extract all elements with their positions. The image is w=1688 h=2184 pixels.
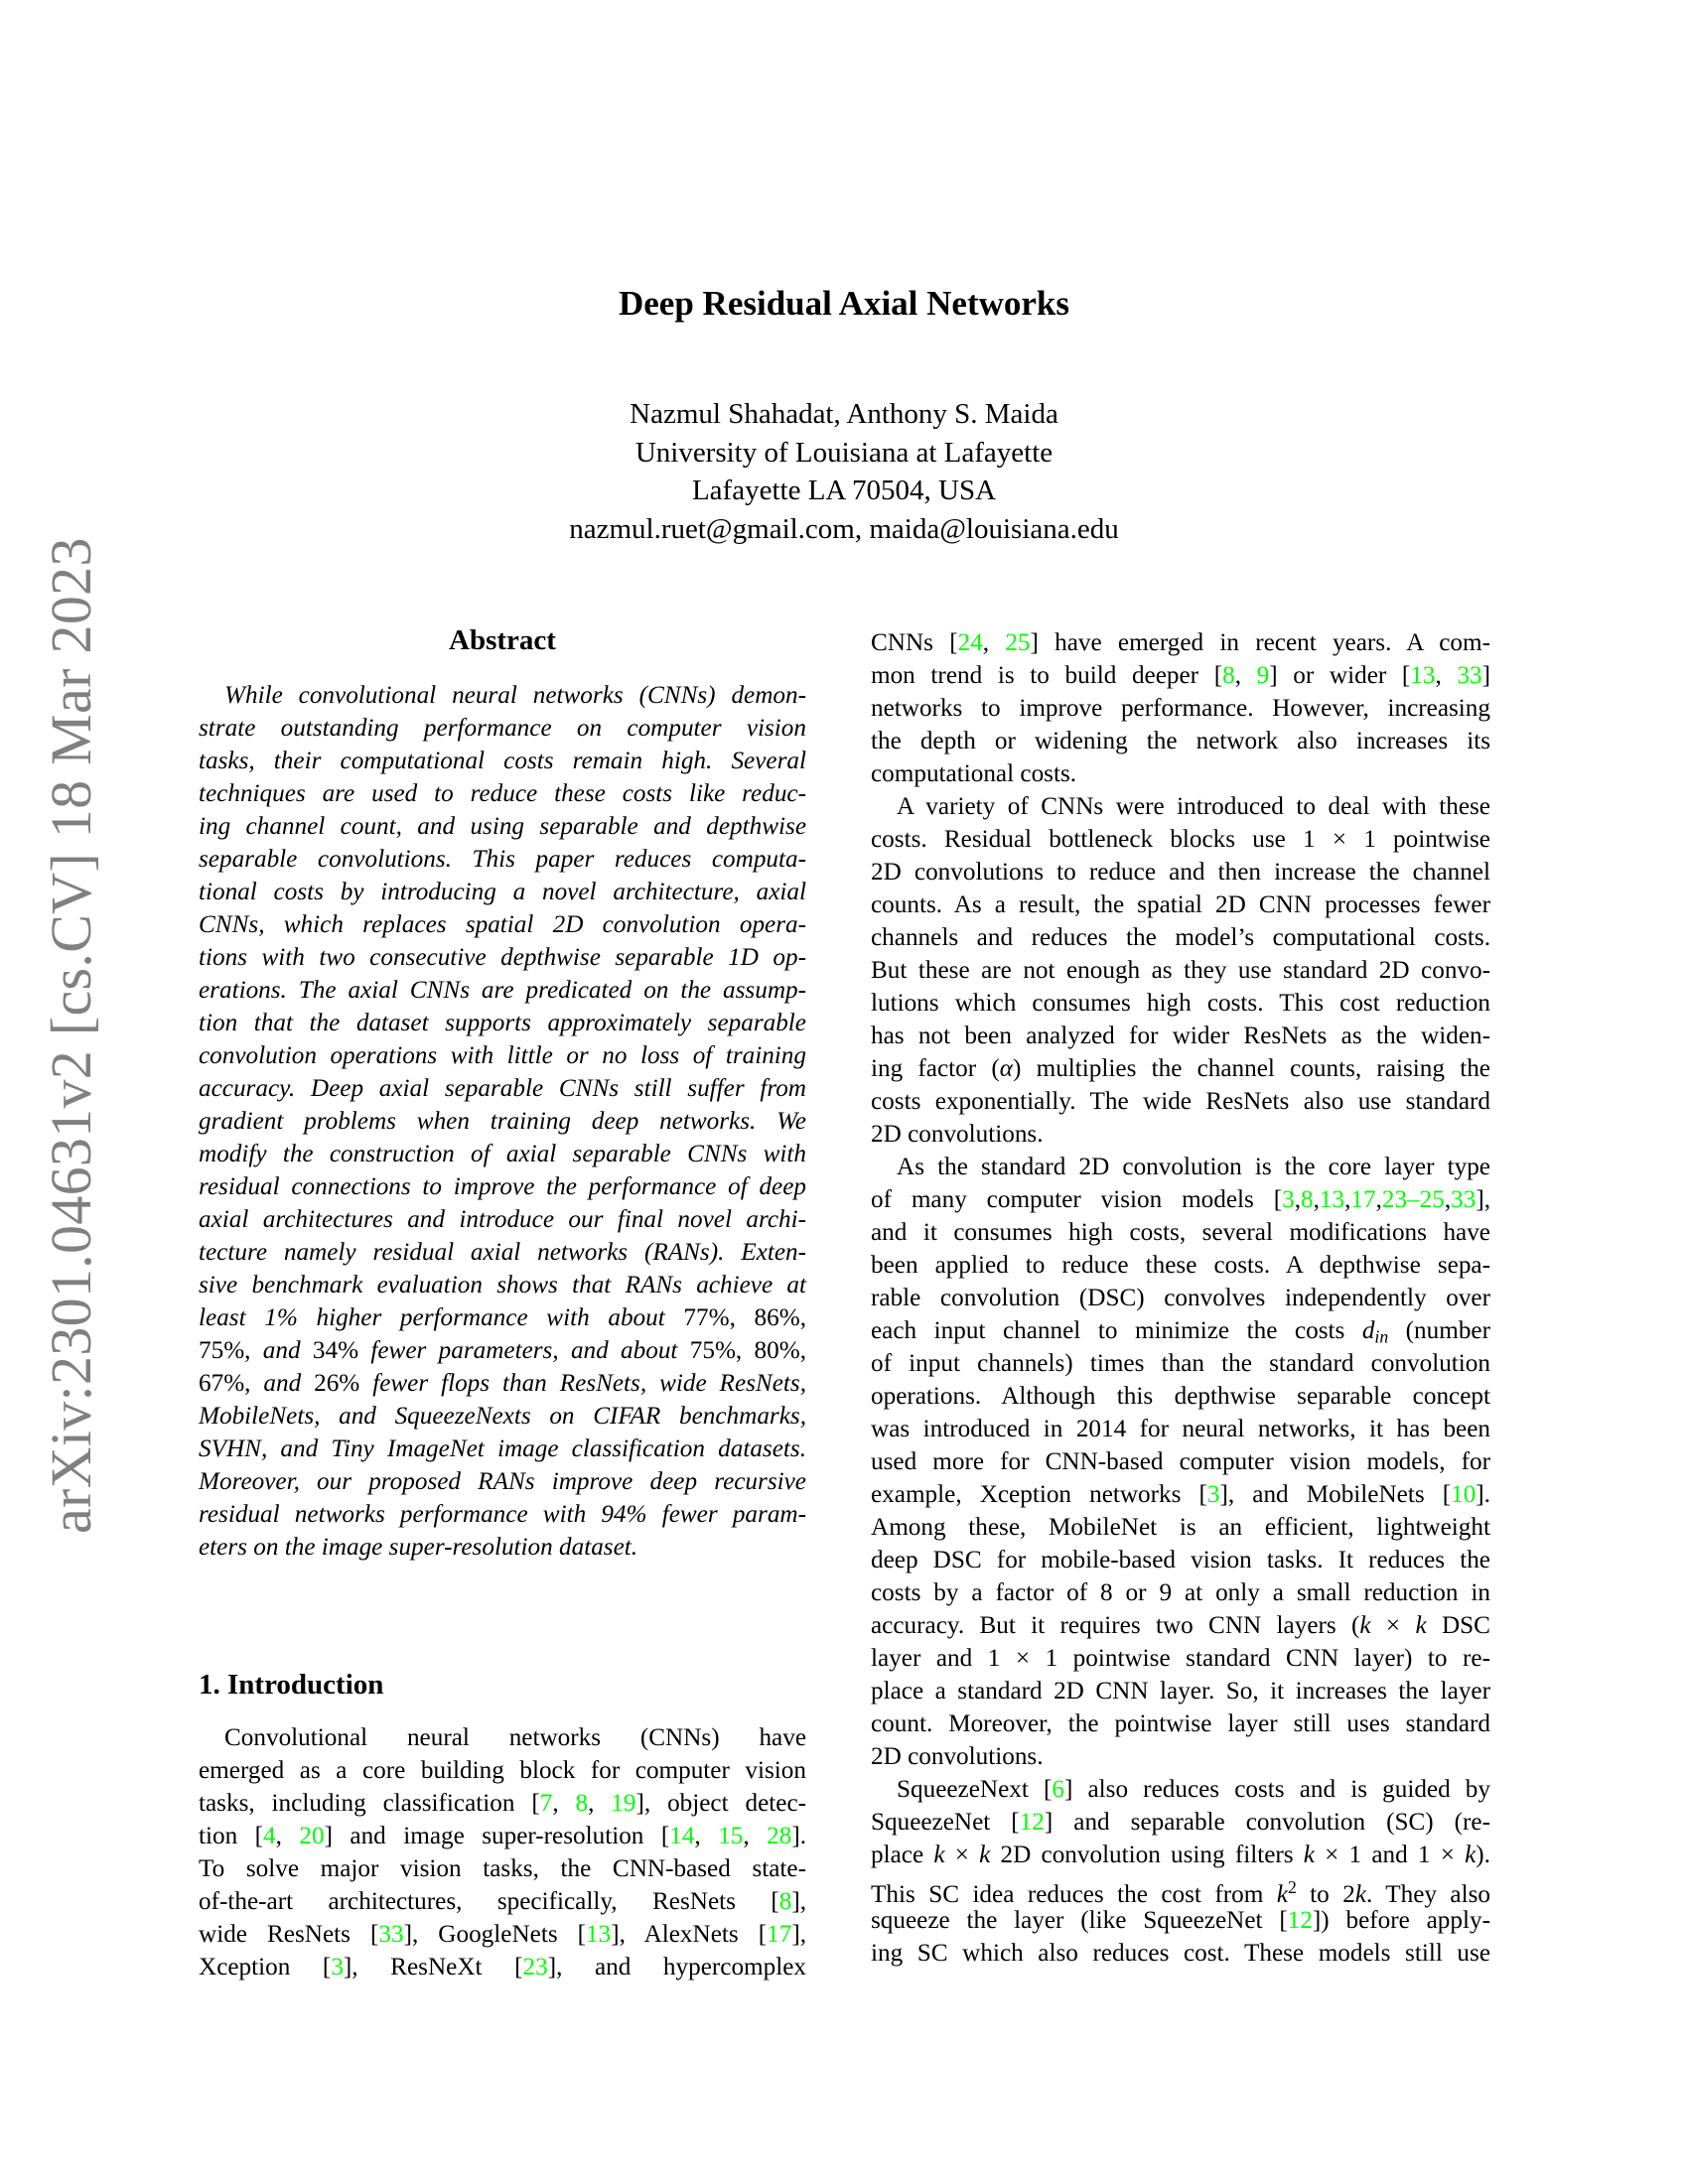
math-symbol: k — [1465, 1842, 1477, 1868]
citation-link[interactable]: 3 — [1282, 1186, 1295, 1213]
text-line — [199, 679, 806, 712]
introduction-section-right — [871, 626, 1490, 1970]
text-run: ing channel count, and using separable and depthwise — [199, 813, 806, 840]
text-run: SqueezeNext [ — [897, 1776, 1053, 1803]
text-line — [871, 725, 1490, 757]
text-run: ing factor ( — [871, 1055, 1000, 1082]
text-run: CNNs [ — [871, 629, 958, 656]
text-run: has not been analyzed for wider ResNets as the widen- — [871, 1023, 1490, 1049]
citation-link[interactable]: 3 — [1206, 1481, 1220, 1508]
text-line — [871, 1740, 1490, 1773]
text-line — [199, 1498, 806, 1531]
text-run: axial architectures and introduce our final novel archi- — [199, 1206, 806, 1233]
text-line — [199, 1007, 806, 1039]
math-subscript: in — [1374, 1326, 1389, 1347]
text-run: ] or wider [ — [1269, 662, 1411, 689]
text-run: wide ResNets [ — [199, 1921, 379, 1948]
text-run: convolution operations with little or no loss of training — [199, 1042, 806, 1069]
text-run: gradient problems when training deep networks. We — [199, 1108, 806, 1135]
text-run: ], — [791, 1888, 806, 1915]
citation-link[interactable]: 13 — [1319, 1186, 1345, 1213]
math-symbol: k — [1276, 1880, 1288, 1908]
text-line — [871, 1183, 1490, 1216]
text-line — [871, 1085, 1490, 1118]
text-line — [871, 954, 1490, 987]
text-run: residual connections to improve the performance of deep — [199, 1173, 806, 1200]
citation-link[interactable]: 4 — [263, 1823, 276, 1849]
author-emails[interactable]: nazmul.ruet@gmail.com, maida@louisiana.edu — [569, 512, 1119, 545]
text-line — [871, 1413, 1490, 1445]
text-line — [199, 1334, 806, 1367]
text-run: ], ResNeXt [ — [343, 1954, 523, 1980]
text-line — [871, 757, 1490, 790]
citation-link[interactable]: 28 — [767, 1823, 792, 1849]
text-line — [871, 1642, 1490, 1675]
text-run: lutions which consumes high costs. This cost reduction — [871, 990, 1490, 1017]
abstract-heading: Abstract — [449, 624, 556, 656]
text-run: ]) before apply- — [1312, 1907, 1490, 1934]
citation-link[interactable]: 24 — [957, 629, 983, 656]
text-run: costs. Residual bottleneck blocks use 1 × 1 pointwise — [871, 826, 1490, 853]
percentage-value: 67%, — [199, 1370, 251, 1397]
text-run: place — [871, 1842, 934, 1868]
paper-title: Deep Residual Axial Networks — [618, 284, 1070, 323]
text-line — [199, 1269, 806, 1301]
text-run: Among these, MobileNet is an efficient, lightweight — [871, 1514, 1490, 1541]
text-run: 2D convolution using filters — [990, 1842, 1304, 1868]
text-run: techniques are used to reduce these costs like reduc- — [199, 780, 806, 807]
text-run: layer and 1 × 1 pointwise standard CNN layer) to re- — [871, 1645, 1490, 1672]
citation-link[interactable]: 8 — [778, 1888, 792, 1915]
citation-link[interactable]: 8 — [575, 1790, 589, 1817]
text-run: fewer parameters, and about — [358, 1337, 690, 1364]
author-names: Nazmul Shahadat, Anthony S. Maida — [630, 398, 1058, 430]
text-line — [199, 1465, 806, 1498]
text-run: ], and hypercomplex — [547, 1954, 806, 1980]
citation-link[interactable]: 9 — [1256, 662, 1270, 689]
text-run: of input channels) times than the standard convolution — [871, 1350, 1490, 1377]
math-symbol: α — [999, 1055, 1013, 1082]
percentage-value: 26% — [314, 1370, 360, 1397]
text-line — [871, 1249, 1490, 1282]
math-superscript: 2 — [1287, 1877, 1297, 1897]
text-run: emerged as a core building block for computer vision — [199, 1757, 806, 1784]
text-line — [871, 1937, 1490, 1970]
text-run: , — [275, 1823, 300, 1849]
text-run: tecture namely residual axial networks (RANs). Exten- — [199, 1239, 806, 1266]
text-line — [871, 1314, 1490, 1347]
percentage-value: 75%, — [199, 1337, 251, 1364]
text-run: But these are not enough as they use standard 2D convo- — [871, 957, 1490, 984]
text-run: been applied to reduce these costs. A depthwise sepa- — [871, 1252, 1490, 1279]
citation-link[interactable]: 12 — [1019, 1809, 1045, 1836]
text-run: CNNs, which replaces spatial 2D convolution opera- — [199, 911, 806, 938]
text-line — [871, 1871, 1491, 1908]
text-run: costs exponentially. The wide ResNets also use standard — [871, 1088, 1490, 1115]
text-run: 2D convolutions to reduce and then increase the channel — [871, 859, 1490, 886]
text-line — [199, 1301, 806, 1334]
text-run: networks to improve performance. However, increasing — [871, 695, 1490, 722]
text-run: computational costs. — [871, 760, 1077, 787]
text-run: ], GoogleNets [ — [403, 1921, 587, 1948]
text-line — [871, 1511, 1490, 1544]
text-run: erations. The axial CNNs are predicated on the assump- — [199, 977, 806, 1004]
text-run: A variety of CNNs were introduced to deal with these — [897, 793, 1490, 820]
text-line — [199, 876, 806, 908]
text-line — [199, 1951, 806, 1983]
text-line — [199, 712, 806, 745]
math-symbol: k — [1415, 1612, 1427, 1639]
text-line — [199, 1820, 806, 1852]
text-line — [199, 1203, 806, 1236]
citation-link[interactable]: 25 — [1005, 629, 1031, 656]
text-run: eters on the image super-resolution dataset. — [199, 1534, 638, 1561]
text-run: Xception [ — [199, 1954, 332, 1980]
citation-link[interactable]: 12 — [1287, 1907, 1313, 1934]
text-run: Moreover, our proposed RANs improve deep recursive — [199, 1468, 806, 1495]
text-run: to 2 — [1296, 1880, 1355, 1908]
text-run: place a standard 2D CNN layer. So, it increases the layer — [871, 1678, 1490, 1705]
text-line — [871, 921, 1490, 954]
text-run: × — [944, 1842, 980, 1868]
text-run: ] — [1481, 662, 1491, 689]
text-line — [871, 626, 1490, 659]
text-run: , — [588, 1790, 612, 1817]
percentage-value: 75%, 80%, — [689, 1337, 806, 1364]
text-line — [871, 1707, 1490, 1740]
text-line — [199, 974, 806, 1007]
text-run: 2D convolutions. — [871, 1743, 1044, 1770]
author-address: Lafayette LA 70504, USA — [691, 475, 997, 506]
text-run: ], and MobileNets [ — [1219, 1481, 1452, 1508]
math-symbol: d — [1361, 1317, 1375, 1344]
citation-link[interactable]: 33 — [1451, 1186, 1477, 1213]
paragraph — [871, 790, 1490, 1151]
text-line — [199, 1852, 806, 1885]
text-run: ] and separable convolution (SC) (re- — [1044, 1809, 1491, 1836]
introduction-section-left — [199, 1668, 806, 1983]
text-run: rable convolution (DSC) convolves independently over — [871, 1285, 1490, 1311]
text-run: ). — [1476, 1842, 1490, 1868]
text-run: ]. — [791, 1823, 806, 1849]
text-line — [199, 1170, 806, 1203]
text-line — [199, 1138, 806, 1170]
abstract-section — [199, 623, 806, 1564]
paragraph — [871, 626, 1490, 790]
text-run: (number — [1388, 1317, 1491, 1344]
text-run: and it consumes high costs, several modifications have — [871, 1219, 1490, 1246]
math-symbol: k — [1303, 1842, 1315, 1868]
citation-link[interactable]: 15 — [718, 1823, 744, 1849]
text-run: mon trend is to build deeper [ — [871, 662, 1223, 689]
text-line — [199, 1236, 806, 1269]
text-line — [871, 987, 1490, 1020]
text-line — [199, 1105, 806, 1138]
text-line — [199, 810, 806, 843]
text-run: tasks, including classification [ — [199, 1790, 540, 1817]
text-run: residual networks performance with 94% fewer param- — [199, 1501, 806, 1528]
abstract-body — [199, 679, 806, 1564]
citation-link[interactable]: 10 — [1451, 1481, 1477, 1508]
text-run: , — [1294, 1186, 1301, 1213]
introduction-heading: 1. Introduction — [199, 1669, 384, 1701]
citation-link[interactable]: 8 — [1301, 1186, 1314, 1213]
text-line — [199, 1885, 806, 1918]
text-line — [199, 777, 806, 810]
text-line — [199, 1721, 806, 1754]
citation-link[interactable]: 19 — [611, 1790, 636, 1817]
text-run: tions with two consecutive depthwise separable 1D op- — [199, 944, 806, 971]
math-symbol: k — [1359, 1612, 1371, 1639]
text-run: count. Moreover, the pointwise layer still uses standard — [871, 1710, 1490, 1737]
text-run: modify the construction of axial separable CNNs with — [199, 1141, 806, 1167]
citation-link[interactable]: 13 — [586, 1921, 612, 1948]
text-run: ]. — [1476, 1481, 1490, 1508]
text-run: ], object detec- — [635, 1790, 807, 1817]
citation-link[interactable]: 7 — [539, 1790, 553, 1817]
text-run: costs by a factor of 8 or 9 at only a small reduction in — [871, 1579, 1490, 1606]
text-line — [199, 1367, 806, 1400]
text-run: SVHN, and Tiny ImageNet image classification datasets. — [199, 1435, 806, 1462]
text-line — [199, 908, 806, 941]
text-line — [871, 1118, 1490, 1151]
text-line — [871, 1544, 1490, 1576]
citation-link[interactable]: 33 — [378, 1921, 404, 1948]
text-line — [199, 1754, 806, 1787]
text-line — [199, 1072, 806, 1105]
text-line — [871, 1380, 1490, 1413]
text-run: ] also reduces costs and is guided by — [1063, 1776, 1490, 1803]
percentage-value: 34% — [312, 1337, 359, 1364]
text-run: tion that the dataset supports approximately separable — [199, 1010, 806, 1036]
text-run: counts. As a result, the spatial 2D CNN processes fewer — [871, 891, 1490, 918]
text-run: of-the-art architectures, specifically, ResNets [ — [199, 1888, 779, 1915]
citation-link[interactable]: 13 — [1410, 662, 1436, 689]
paragraph — [871, 1151, 1490, 1773]
text-run: As the standard 2D convolution is the core layer type — [897, 1154, 1490, 1180]
text-line — [871, 1216, 1490, 1249]
text-run: , — [1234, 662, 1257, 689]
text-run: separable convolutions. This paper reduces computa- — [199, 846, 806, 873]
text-run: ], — [791, 1921, 806, 1948]
text-line — [871, 1576, 1490, 1609]
text-line — [871, 1478, 1490, 1511]
text-run: , — [1344, 1186, 1351, 1213]
text-run: ], — [1476, 1186, 1490, 1213]
text-run: tasks, their computational costs remain high. Several — [199, 748, 806, 774]
text-line — [871, 659, 1490, 692]
citation-link[interactable]: 23 — [522, 1954, 548, 1980]
author-block — [0, 395, 1688, 548]
math-symbol: k — [933, 1842, 945, 1868]
text-run: tion [ — [199, 1823, 264, 1849]
citation-link[interactable]: 3 — [331, 1954, 344, 1980]
text-line — [871, 888, 1490, 921]
text-line — [871, 1675, 1490, 1707]
text-run: each input channel to minimize the costs — [871, 1317, 1362, 1344]
math-symbol: k — [1354, 1880, 1366, 1908]
text-run: . They also — [1365, 1880, 1491, 1908]
text-run: tional costs by introducing a novel architecture, axial — [199, 879, 806, 905]
text-run: , — [1444, 1186, 1452, 1213]
text-line — [871, 1052, 1490, 1085]
text-run: , — [1313, 1186, 1320, 1213]
text-line — [871, 1806, 1490, 1839]
text-line — [871, 692, 1490, 725]
text-line — [199, 843, 806, 876]
text-run: , — [743, 1823, 768, 1849]
text-line — [871, 1151, 1490, 1183]
paragraph — [871, 1773, 1490, 1970]
text-line — [871, 1347, 1490, 1380]
text-run: ing SC which also reduces cost. These models still use — [871, 1940, 1490, 1967]
text-line — [199, 745, 806, 777]
math-symbol: k — [979, 1842, 991, 1868]
text-run: DSC — [1426, 1612, 1490, 1639]
text-run: SqueezeNet [ — [871, 1809, 1020, 1836]
text-line — [199, 1039, 806, 1072]
text-run: least 1% higher performance with about — [199, 1304, 684, 1331]
citation-link[interactable]: 17 — [1350, 1186, 1376, 1213]
text-run: used more for CNN-based computer vision models, for — [871, 1448, 1490, 1475]
text-run: and — [250, 1337, 313, 1364]
text-run: deep DSC for mobile-based vision tasks. It reduces the — [871, 1547, 1490, 1573]
text-run: 2D convolutions. — [871, 1121, 1044, 1148]
text-run: channels and reduces the model’s computational costs. — [871, 924, 1490, 951]
text-run: ) multiplies the channel counts, raising the — [1013, 1055, 1490, 1082]
text-run: example, Xception networks [ — [871, 1481, 1207, 1508]
text-run: was introduced in 2014 for neural networks, it has been — [871, 1416, 1490, 1442]
text-run: While convolutional neural networks (CNNs) demon- — [224, 682, 806, 709]
introduction-paragraph — [199, 1721, 806, 1983]
text-run: , — [552, 1790, 576, 1817]
text-run: operations. Although this depthwise separable concept — [871, 1383, 1490, 1410]
text-run: and — [250, 1370, 315, 1397]
text-line — [871, 1839, 1490, 1871]
text-run: accuracy. But it requires two CNN layers ( — [871, 1612, 1360, 1639]
text-run: To solve major vision tasks, the CNN-based state- — [199, 1855, 806, 1882]
text-run: , — [1375, 1186, 1382, 1213]
text-run: Convolutional neural networks (CNNs) have — [224, 1724, 806, 1751]
text-run: , — [694, 1823, 719, 1849]
text-run: ], AlexNets [ — [611, 1921, 768, 1948]
text-line — [199, 1433, 806, 1465]
text-run: × 1 and 1 × — [1314, 1842, 1466, 1868]
text-line — [871, 1773, 1490, 1806]
author-affiliation: University of Louisiana at Lafayette — [634, 436, 1054, 469]
text-line — [871, 1904, 1490, 1937]
citation-link[interactable]: 23–25 — [1381, 1186, 1445, 1213]
text-run: This SC idea reduces the cost from — [871, 1880, 1277, 1908]
arxiv-stamp[interactable]: arXiv:2301.04631v2 [cs.CV] 18 Mar 2023 — [39, 537, 103, 1534]
text-line — [871, 790, 1490, 823]
text-line — [871, 856, 1490, 888]
citation-link[interactable]: 8 — [1222, 662, 1235, 689]
citation-link[interactable]: 14 — [669, 1823, 695, 1849]
text-line — [871, 1020, 1490, 1052]
citation-link[interactable]: 33 — [1457, 662, 1482, 689]
text-run: , — [1435, 662, 1458, 689]
percentage-value: 77%, 86%, — [683, 1304, 807, 1331]
text-line — [199, 941, 806, 974]
text-run: × — [1370, 1612, 1416, 1639]
text-line — [871, 1282, 1490, 1314]
text-line — [871, 1609, 1490, 1642]
text-line — [199, 1400, 806, 1433]
text-run: of many computer vision models [ — [871, 1186, 1283, 1213]
text-run: the depth or widening the network also increases its — [871, 728, 1490, 754]
text-run: sive benchmark evaluation shows that RANs achieve at — [199, 1272, 806, 1298]
text-line — [871, 1445, 1490, 1478]
text-run: squeeze the layer (like SqueezeNet [ — [871, 1907, 1288, 1934]
citation-link[interactable]: 6 — [1052, 1776, 1064, 1803]
text-run: ] and image super-resolution [ — [324, 1823, 670, 1849]
text-line — [199, 1787, 806, 1820]
citation-link[interactable]: 20 — [299, 1823, 325, 1849]
text-run: strate outstanding performance on computer vision — [199, 715, 806, 742]
text-run: MobileNets, and SqueezeNexts on CIFAR benchmarks, — [199, 1403, 806, 1430]
text-line — [199, 1918, 806, 1951]
text-run: , — [982, 629, 1006, 656]
text-run: ] have emerged in recent years. A com- — [1030, 629, 1491, 656]
text-line — [871, 823, 1490, 856]
text-run: fewer flops than ResNets, wide ResNets, — [359, 1370, 807, 1397]
text-run: accuracy. Deep axial separable CNNs still suffer from — [199, 1075, 806, 1102]
text-line — [199, 1531, 806, 1564]
citation-link[interactable]: 17 — [767, 1921, 792, 1948]
